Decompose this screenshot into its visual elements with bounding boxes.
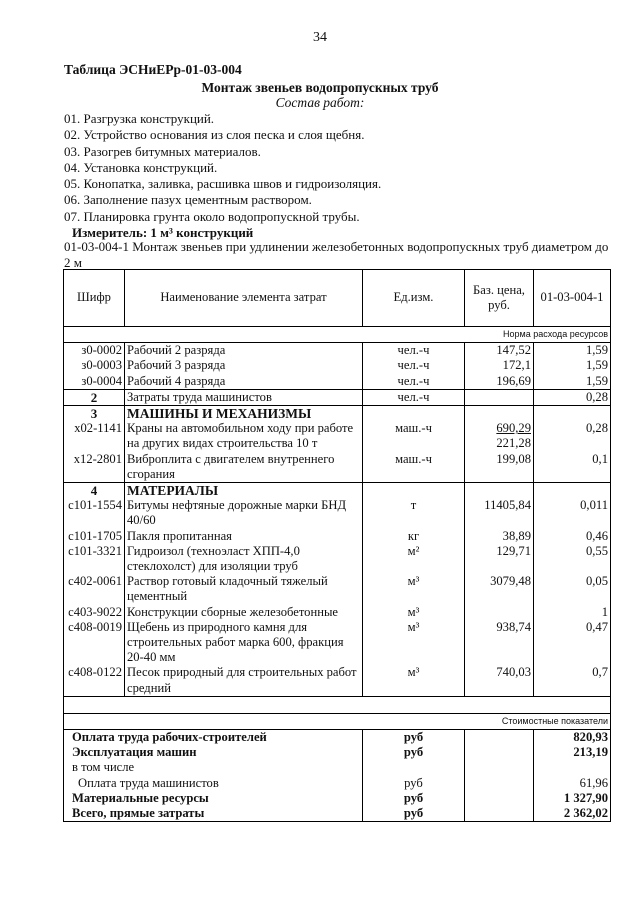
row-unit: кг [363, 529, 465, 544]
row-price: 11405,84 [465, 498, 534, 528]
table-row [64, 620, 611, 666]
table-row [64, 574, 611, 604]
row-code: с403-9022 [64, 605, 125, 620]
row-code: с408-0019 [64, 620, 125, 666]
table-row [64, 665, 611, 696]
page-number: 34 [313, 30, 327, 45]
summary-unit: руб [363, 791, 465, 806]
row-norm: 1 [534, 605, 611, 620]
row-unit: маш.-ч [363, 421, 465, 451]
note-costs: Стоимостные показатели [64, 713, 611, 729]
row-code: 2 [64, 389, 125, 405]
summary-row [64, 730, 611, 746]
row-name: Щебень из природного камня для строительных работ марка 600, фракция 20-40 мм [125, 620, 363, 666]
work-composition-heading: Состав работ: [275, 95, 365, 110]
summary-unit: руб [363, 745, 465, 760]
summary-label: Эксплуатация машин [64, 745, 363, 760]
norm-description: 01-03-004-1 Монтаж звеньев при удлинении железобетонных водопропускных труб диаметром до 2 м [64, 239, 609, 270]
summary-value: 213,19 [534, 745, 611, 760]
table-title: Таблица ЭСНиЕРр-01-03-004 [64, 62, 242, 77]
summary-unit: руб [363, 776, 465, 791]
summary-value: 2 362,02 [534, 806, 611, 822]
row-name: Пакля пропитанная [125, 529, 363, 544]
row-norm: 0,28 [534, 389, 611, 405]
row-price: 3079,48 [465, 574, 534, 604]
header-unit: Ед.изм. [363, 270, 465, 327]
section-row [64, 483, 611, 499]
row-name: Раствор готовый кладочный тяжелый цементный [125, 574, 363, 604]
summary-unit: руб [363, 730, 465, 746]
row-price: 38,89 [465, 529, 534, 544]
row-unit: т [363, 498, 465, 528]
summary-value: 820,93 [534, 730, 611, 746]
row-name: Песок природный для строительных работ средний [125, 665, 363, 696]
row-unit: маш.-ч [363, 452, 465, 483]
section-number: 4 [64, 483, 125, 499]
row-unit: м³ [363, 665, 465, 696]
work-item: 05. Конопатка, заливка, расшивка швов и гидроизоляция. [64, 176, 382, 192]
summary-row [64, 806, 611, 822]
header-name: Наименование элемента затрат [125, 270, 363, 327]
table-row [64, 452, 611, 483]
header-price: Баз. цена, руб. [465, 270, 534, 327]
table-row [64, 605, 611, 620]
header-code: Шифр [64, 270, 125, 327]
row-price-operator: 221,28 [496, 436, 531, 451]
row-code: х12-2801 [64, 452, 125, 483]
summary-row [64, 776, 611, 791]
row-unit: чел.-ч [363, 374, 465, 390]
row-price: 199,08 [465, 452, 534, 483]
row-norm: 1,59 [534, 358, 611, 373]
header-norm: 01-03-004-1 [534, 270, 611, 327]
row-unit: м³ [363, 605, 465, 620]
table-row [64, 421, 611, 451]
row-price [465, 421, 534, 451]
row-price [465, 389, 534, 405]
row-name: Рабочий 4 разряда [125, 374, 363, 390]
section-row [64, 406, 611, 422]
row-unit: чел.-ч [363, 343, 465, 359]
rates-table [63, 269, 611, 822]
table-row [64, 358, 611, 373]
row-norm: 0,7 [534, 665, 611, 696]
row-code: с101-1705 [64, 529, 125, 544]
work-item: 06. Заполнение пазух цементным раствором. [64, 192, 312, 208]
row-norm: 1,59 [534, 343, 611, 359]
row-unit: чел.-ч [363, 389, 465, 405]
table-row [64, 498, 611, 528]
row-norm: 0,46 [534, 529, 611, 544]
work-item: 03. Разогрев битумных материалов. [64, 143, 261, 159]
summary-value: 61,96 [534, 776, 611, 791]
table-row [64, 529, 611, 544]
row-unit: м³ [363, 620, 465, 666]
summary-label: Всего, прямые затраты [64, 806, 363, 822]
row-name: Рабочий 2 разряда [125, 343, 363, 359]
section-title: МАТЕРИАЛЫ [125, 483, 363, 499]
summary-value: 1 327,90 [534, 791, 611, 806]
note-row [64, 327, 611, 343]
row-name: Битумы нефтяные дорожные марки БНД 40/60 [125, 498, 363, 528]
work-item: 07. Планировка грунта около водопропускной трубы. [64, 208, 360, 224]
table-subtitle: Монтаж звеньев водопропускных труб [201, 80, 439, 95]
row-code: с402-0061 [64, 574, 125, 604]
row-code: с101-3321 [64, 544, 125, 574]
row-name: Гидроизол (техноэласт ХПП-4,0 стеклохолст) для изоляции труб [125, 544, 363, 574]
row-unit: м² [363, 544, 465, 574]
measure-unit: Измеритель: 1 м³ конструкций [72, 225, 254, 240]
spacer-row [64, 696, 611, 713]
summary-row [64, 760, 611, 775]
table-header-row [64, 270, 611, 327]
note-row [64, 713, 611, 729]
summary-row [64, 791, 611, 806]
row-code: с101-1554 [64, 498, 125, 528]
row-price [465, 605, 534, 620]
row-price: 740,03 [465, 665, 534, 696]
work-list [64, 111, 381, 225]
summary-label: Оплата труда машинистов [64, 776, 363, 791]
table-row [64, 544, 611, 574]
row-norm: 0,47 [534, 620, 611, 666]
row-price: 147,52 [465, 343, 534, 359]
table-row [64, 343, 611, 359]
section-number: 3 [64, 406, 125, 422]
row-price: 129,71 [465, 544, 534, 574]
row-price: 938,74 [465, 620, 534, 666]
row-unit: м³ [363, 574, 465, 604]
row-code: з0-0002 [64, 343, 125, 359]
row-norm: 0,011 [534, 498, 611, 528]
summary-label: в том числе [64, 760, 363, 775]
row-norm: 0,05 [534, 574, 611, 604]
row-norm: 1,59 [534, 374, 611, 390]
table-row [64, 389, 611, 405]
row-code: з0-0003 [64, 358, 125, 373]
row-code: х02-1141 [64, 421, 125, 451]
section-title: МАШИНЫ И МЕХАНИЗМЫ [125, 406, 363, 422]
row-name: Конструкции сборные железобетонные [125, 605, 363, 620]
summary-unit: руб [363, 806, 465, 822]
work-item: 04. Установка конструкций. [64, 159, 218, 175]
summary-row [64, 745, 611, 760]
row-norm: 0,55 [534, 544, 611, 574]
row-unit: чел.-ч [363, 358, 465, 373]
row-name: Рабочий 3 разряда [125, 358, 363, 373]
row-norm: 0,1 [534, 452, 611, 483]
row-name: Краны на автомобильном ходу при работе на других видах строительства 10 т [125, 421, 363, 451]
summary-label: Оплата труда рабочих-строителей [64, 730, 363, 746]
row-price: 172,1 [465, 358, 534, 373]
work-item: 02. Устройство основания из слоя песка и слоя щебня. [64, 127, 365, 143]
row-code: з0-0004 [64, 374, 125, 390]
summary-label: Материальные ресурсы [64, 791, 363, 806]
row-code: с408-0122 [64, 665, 125, 696]
note-resources: Норма расхода ресурсов [64, 327, 611, 343]
row-price: 196,69 [465, 374, 534, 390]
row-norm: 0,28 [534, 421, 611, 451]
row-name: Затраты труда машинистов [125, 389, 363, 405]
work-item: 01. Разгрузка конструкций. [64, 111, 215, 126]
row-name: Виброплита с двигателем внутреннего сгорания [125, 452, 363, 483]
row-price-main: 690,29 [496, 421, 531, 436]
table-row [64, 374, 611, 390]
